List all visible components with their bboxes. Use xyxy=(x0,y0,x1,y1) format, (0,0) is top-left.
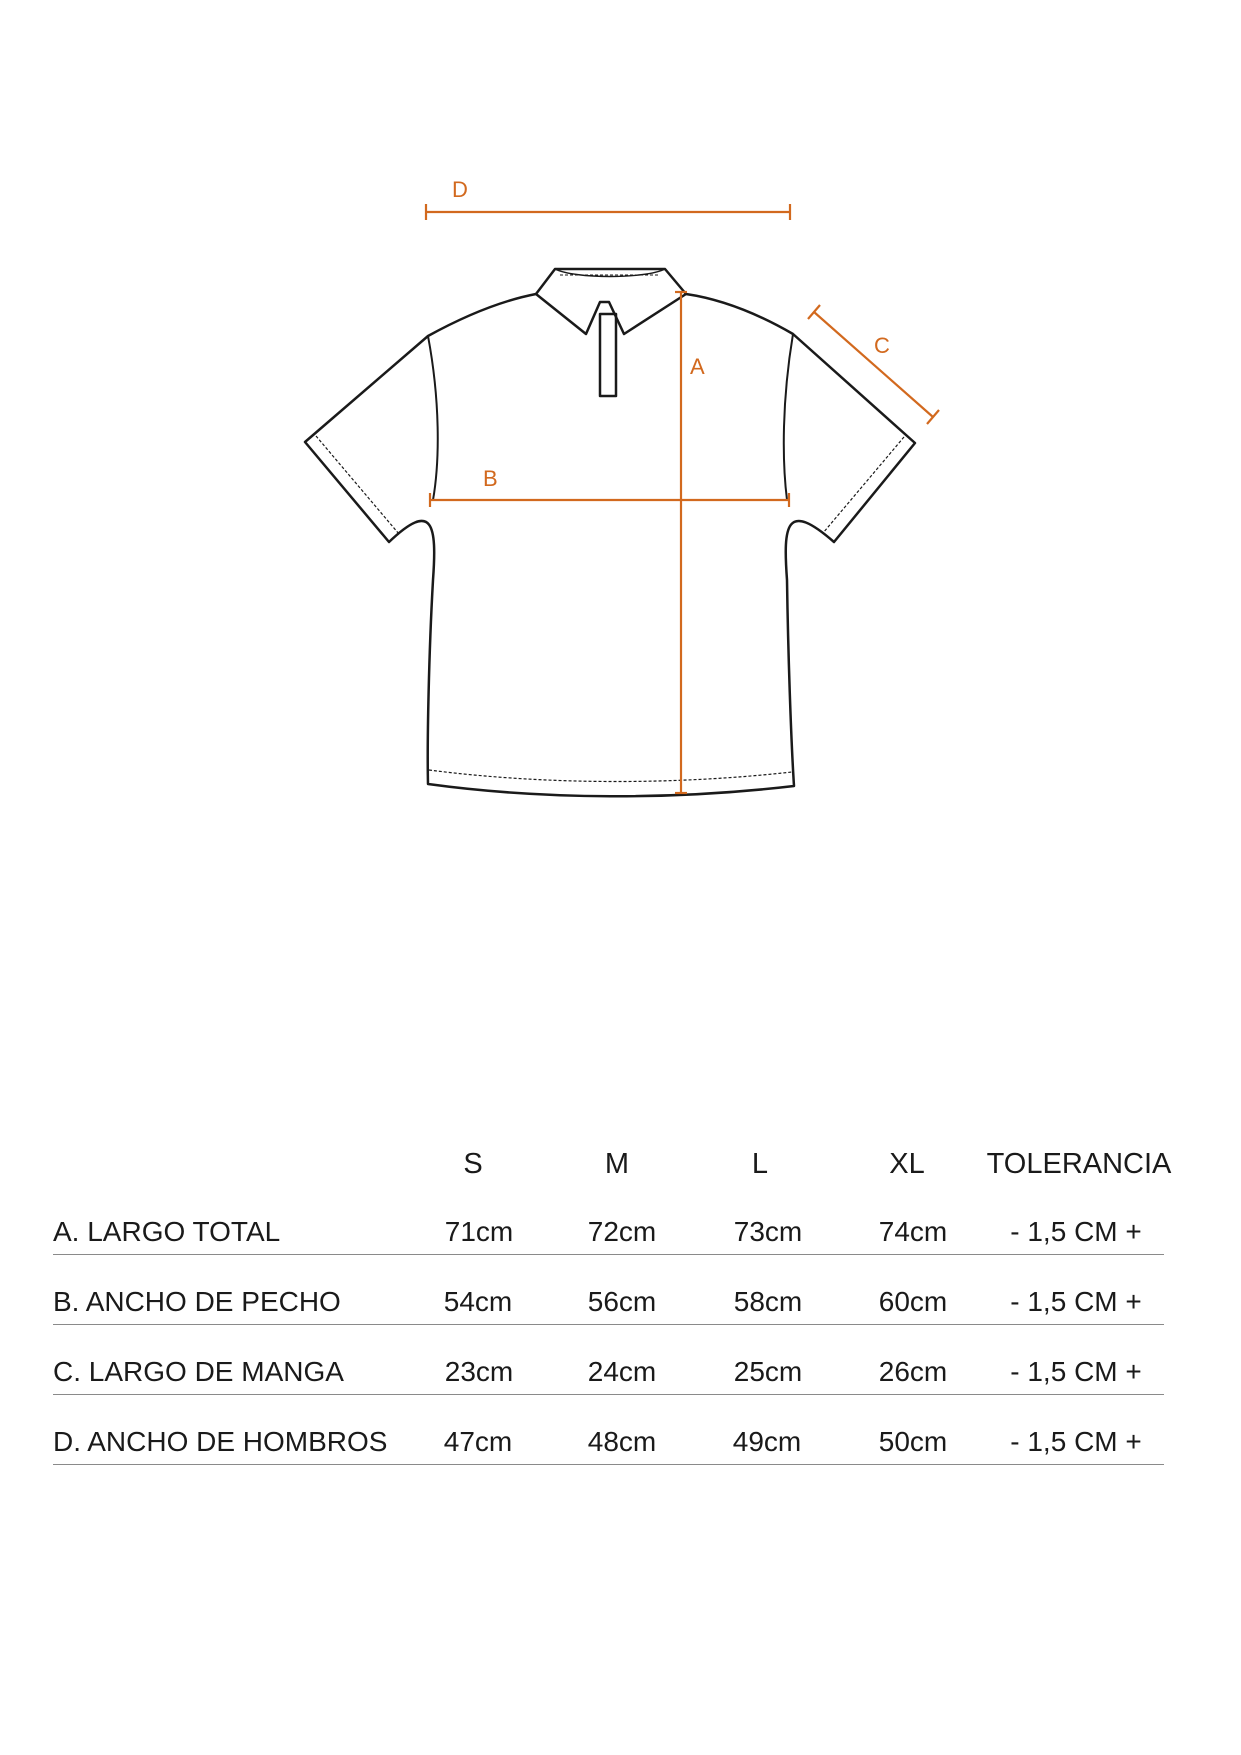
table-cell: 50cm xyxy=(878,1426,948,1457)
header-size-s: S xyxy=(463,1148,483,1180)
table-cell: 25cm xyxy=(733,1356,803,1387)
header-tolerance: TOLERANCIA xyxy=(986,1148,1172,1180)
table-cell: 23cm xyxy=(444,1356,514,1387)
row-label-ancho-de-pecho: B. ANCHO DE PECHO xyxy=(53,1286,341,1317)
header-size-m: M xyxy=(604,1148,630,1180)
bottom-hem-stitch xyxy=(429,770,792,782)
table-cell: 71cm xyxy=(444,1216,514,1247)
table-cell: 58cm xyxy=(733,1286,803,1317)
placket xyxy=(600,314,616,396)
left-sleeve-hem xyxy=(316,436,399,534)
shirt-body-outline xyxy=(305,294,915,796)
row-label-ancho-de-hombros: D. ANCHO DE HOMBROS xyxy=(53,1426,388,1457)
table-cell: 48cm xyxy=(587,1426,657,1457)
right-sleeve-hem xyxy=(823,437,904,533)
row-divider xyxy=(53,1324,1164,1325)
table-cell: 60cm xyxy=(878,1286,948,1317)
table-cell: 49cm xyxy=(732,1426,802,1457)
table-cell: 73cm xyxy=(733,1216,803,1247)
table-cell: 24cm xyxy=(587,1356,657,1387)
header-size-xl: XL xyxy=(889,1148,925,1180)
table-cell: - 1,5 CM + xyxy=(1010,1286,1142,1317)
measure-c-label: C xyxy=(874,333,890,358)
left-armhole-seam xyxy=(428,336,438,500)
measure-b-label: B xyxy=(483,466,498,491)
row-label-largo-de-manga: C. LARGO DE MANGA xyxy=(53,1356,344,1387)
measure-a-label: A xyxy=(690,354,705,379)
table-cell: 74cm xyxy=(878,1216,948,1247)
table-cell: 47cm xyxy=(443,1426,513,1457)
row-label-largo-total: A. LARGO TOTAL xyxy=(53,1216,281,1247)
collar-outline xyxy=(536,269,686,334)
table-cell: - 1,5 CM + xyxy=(1010,1356,1142,1387)
table-cell: 54cm xyxy=(443,1286,513,1317)
row-divider xyxy=(53,1464,1164,1465)
measure-d-label: D xyxy=(452,177,468,202)
table-cell: 26cm xyxy=(878,1356,948,1387)
measure-c-line xyxy=(814,312,933,417)
right-armhole-seam xyxy=(784,334,793,500)
row-divider xyxy=(53,1254,1164,1255)
table-cell: 72cm xyxy=(587,1216,657,1247)
table-cell: - 1,5 CM + xyxy=(1010,1426,1142,1457)
table-cell: - 1,5 CM + xyxy=(1010,1216,1142,1247)
header-size-l: L xyxy=(751,1148,769,1180)
table-cell: 56cm xyxy=(587,1286,657,1317)
row-divider xyxy=(53,1394,1164,1395)
